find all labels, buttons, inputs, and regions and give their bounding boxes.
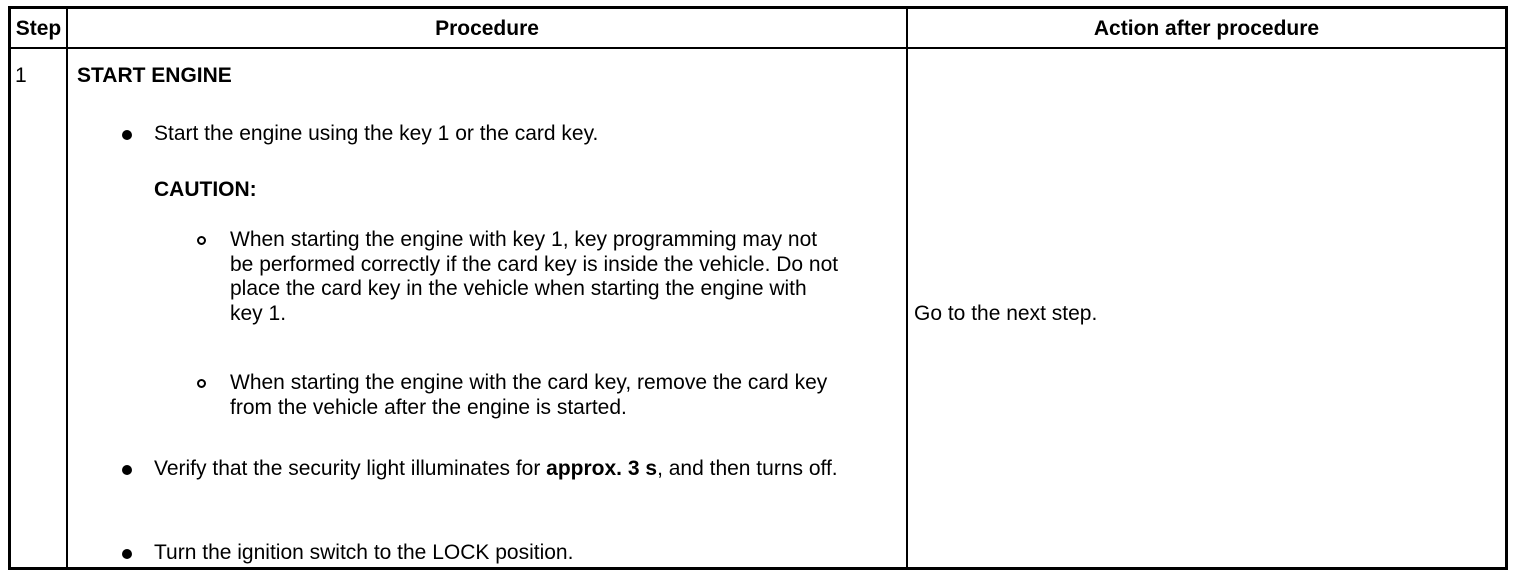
- bullet-icon: [122, 549, 132, 559]
- procedure-bullet: Start the engine using the key 1 or the card key.: [154, 122, 599, 145]
- procedure-title: START ENGINE: [77, 64, 232, 87]
- header-action: Action after procedure: [1093, 17, 1320, 40]
- sub-bullet-icon: [197, 379, 206, 388]
- bullet-icon: [122, 465, 132, 475]
- header-procedure: Procedure: [435, 17, 539, 40]
- bullet-icon: [122, 130, 132, 140]
- emphasis-text: approx. 3 s: [546, 457, 658, 480]
- procedure-bullet: Turn the ignition switch to the LOCK position.: [154, 541, 574, 564]
- sub-bullet-icon: [197, 236, 206, 245]
- caution-label: CAUTION:: [154, 178, 257, 201]
- procedure-bullet: Verify that the security light illuminates for approx. 3 s, and then turns off.: [154, 457, 838, 480]
- procedure-table: [8, 6, 1508, 570]
- caution-item: When starting the engine with the card key, remove the card key from the vehicle after the engine is started.: [230, 371, 828, 419]
- action-text: Go to the next step.: [914, 302, 1098, 325]
- column-divider: [906, 9, 908, 567]
- step-number: 1: [15, 64, 27, 87]
- column-divider: [66, 9, 68, 567]
- header-step: Step: [15, 17, 62, 40]
- caution-item: When starting the engine with key 1, key programming may not be performed correctly if the card key is inside the vehicle. Do not place the card key in the vehicle when starting the engine with key 1.: [230, 228, 839, 325]
